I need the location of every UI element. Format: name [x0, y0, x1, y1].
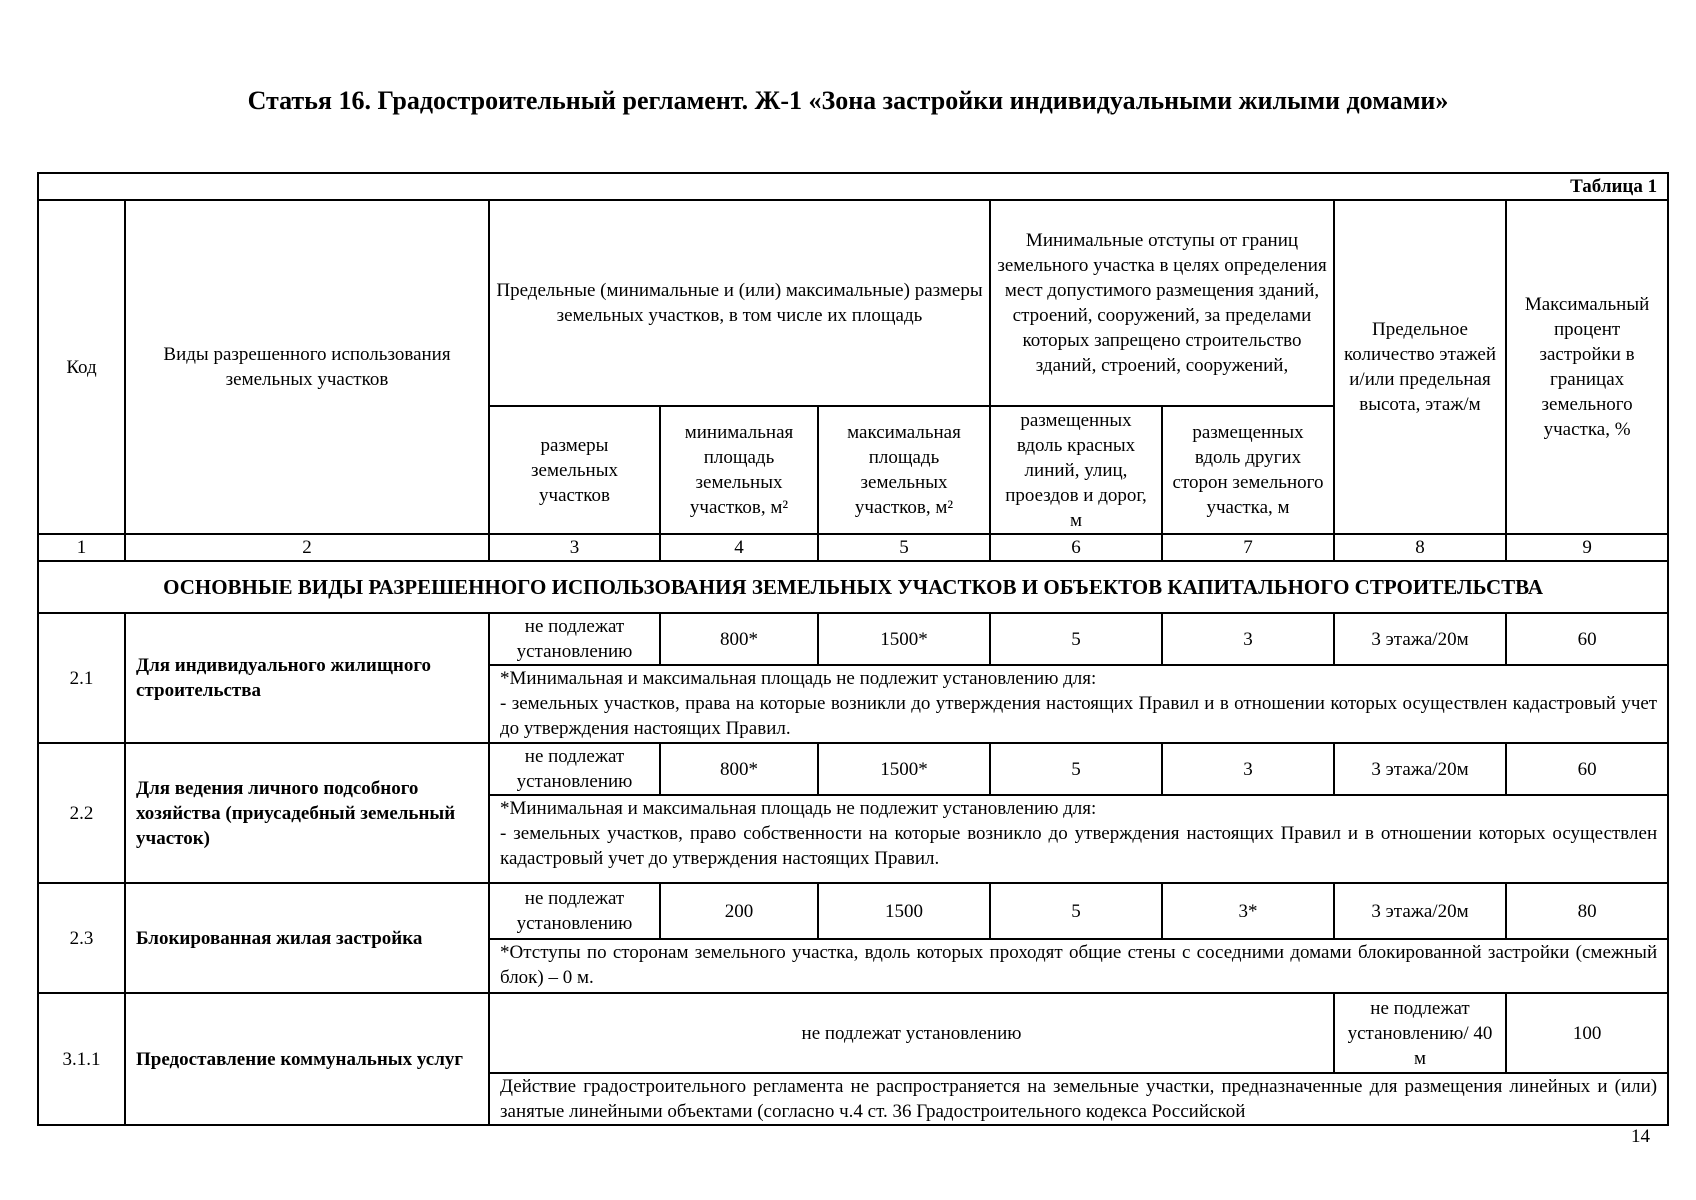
row-offset-other: 3	[1162, 743, 1334, 795]
header-min-area: минимальная площадь земельных участков, м²	[660, 406, 818, 534]
header-sizes-group: Предельные (минимальные и (или) максимальные) размеры земельных участков, в том числе их площадь	[489, 200, 990, 406]
col-number: 8	[1334, 534, 1506, 561]
row-use-name: Для ведения личного подсобного хозяйства (приусадебный земельный участок)	[125, 743, 489, 883]
row-offset-red: 5	[990, 613, 1162, 665]
page-title: Статья 16. Градостроительный регламент. Ж-1 «Зона застройки индивидуальными жилыми домами»	[247, 86, 1449, 115]
row-sizes: не подлежат установлению	[489, 743, 660, 795]
row-use-name: Для индивидуального жилищного строительства	[125, 613, 489, 743]
row-note: *Минимальная и максимальная площадь не подлежит установлению для: - земельных участков, права на которые возникли до утверждения настоящих Правил и в отношении которых осуществлен кадастровый учет до утверждения настоящих Правил.	[489, 665, 1668, 743]
row-offset-other: 3*	[1162, 883, 1334, 939]
row-offset-red: 5	[990, 883, 1162, 939]
header-coverage: Максимальный процент застройки в границах земельного участка, %	[1506, 200, 1668, 534]
row-floors: не подлежат установлению/ 40 м	[1334, 993, 1506, 1073]
row-offset-red: 5	[990, 743, 1162, 795]
col-number: 1	[38, 534, 125, 561]
row-sizes: не подлежат установлению	[489, 613, 660, 665]
row-coverage: 100	[1506, 993, 1668, 1073]
regulation-table	[37, 172, 1669, 1126]
header-floors: Предельное количество этажей и/или предельная высота, этаж/м	[1334, 200, 1506, 534]
row-code: 2.1	[38, 613, 125, 743]
table-row	[38, 743, 1668, 795]
row-max-area: 1500*	[818, 613, 990, 665]
col-number: 2	[125, 534, 489, 561]
col-number: 5	[818, 534, 990, 561]
col-number: 4	[660, 534, 818, 561]
header-offsets-group: Минимальные отступы от границ земельного участка в целях определения мест допустимого размещения зданий, строений, сооружений, за пределами которых запрещено строительство зданий, строений, сооружений,	[990, 200, 1334, 406]
row-min-area: 800*	[660, 613, 818, 665]
row-sizes: не подлежат установлению	[489, 883, 660, 939]
header-max-area: максимальная площадь земельных участков, м²	[818, 406, 990, 534]
row-min-area: 800*	[660, 743, 818, 795]
row-use-name: Блокированная жилая застройка	[125, 883, 489, 993]
row-floors: 3 этажа/20м	[1334, 613, 1506, 665]
header-use: Виды разрешенного использования земельных участков	[125, 200, 489, 534]
table-caption: Таблица 1	[38, 173, 1668, 200]
table-row	[38, 613, 1668, 665]
row-note: *Отступы по сторонам земельного участка, вдоль которых проходят общие стены с соседними домами блокированной застройки (смежный блок) – 0 м.	[489, 939, 1668, 993]
row-coverage: 60	[1506, 613, 1668, 665]
row-code: 2.2	[38, 743, 125, 883]
header-code: Код	[38, 200, 125, 534]
table-row	[38, 993, 1668, 1073]
row-use-name: Предоставление коммунальных услуг	[125, 993, 489, 1125]
row-offset-other: 3	[1162, 613, 1334, 665]
row-code: 3.1.1	[38, 993, 125, 1125]
row-merged-value: не подлежат установлению	[489, 993, 1334, 1073]
col-number: 6	[990, 534, 1162, 561]
row-max-area: 1500	[818, 883, 990, 939]
row-max-area: 1500*	[818, 743, 990, 795]
col-number: 9	[1506, 534, 1668, 561]
column-number-row	[38, 534, 1668, 561]
table-row	[38, 883, 1668, 939]
header-offset-other: размещенных вдоль других сторон земельного участка, м	[1162, 406, 1334, 534]
row-note: *Минимальная и максимальная площадь не подлежит установлению для: - земельных участков, право собственности на которые возникло до утверждения настоящих Правил и в отношении которых осуществлен кадастровый учет до утверждения настоящих Правил.	[489, 795, 1668, 883]
row-floors: 3 этажа/20м	[1334, 743, 1506, 795]
row-note: Действие градостроительного регламента не распространяется на земельные участки, предназначенные для размещения линейных и (или) занятые линейными объектами (согласно ч.4 ст. 36 Градостроительного кодекса Российской	[489, 1073, 1668, 1125]
page-number: 14	[1631, 1126, 1650, 1147]
row-coverage: 80	[1506, 883, 1668, 939]
col-number: 3	[489, 534, 660, 561]
row-min-area: 200	[660, 883, 818, 939]
row-coverage: 60	[1506, 743, 1668, 795]
row-code: 2.3	[38, 883, 125, 993]
col-number: 7	[1162, 534, 1334, 561]
header-sizes: размеры земельных участков	[489, 406, 660, 534]
row-floors: 3 этажа/20м	[1334, 883, 1506, 939]
section-heading: ОСНОВНЫЕ ВИДЫ РАЗРЕШЕННОГО ИСПОЛЬЗОВАНИЯ ЗЕМЕЛЬНЫХ УЧАСТКОВ И ОБЪЕКТОВ КАПИТАЛЬНОГО СТРОИТЕЛЬСТВА	[38, 561, 1668, 613]
header-offset-red: размещенных вдоль красных линий, улиц, проездов и дорог, м	[990, 406, 1162, 534]
